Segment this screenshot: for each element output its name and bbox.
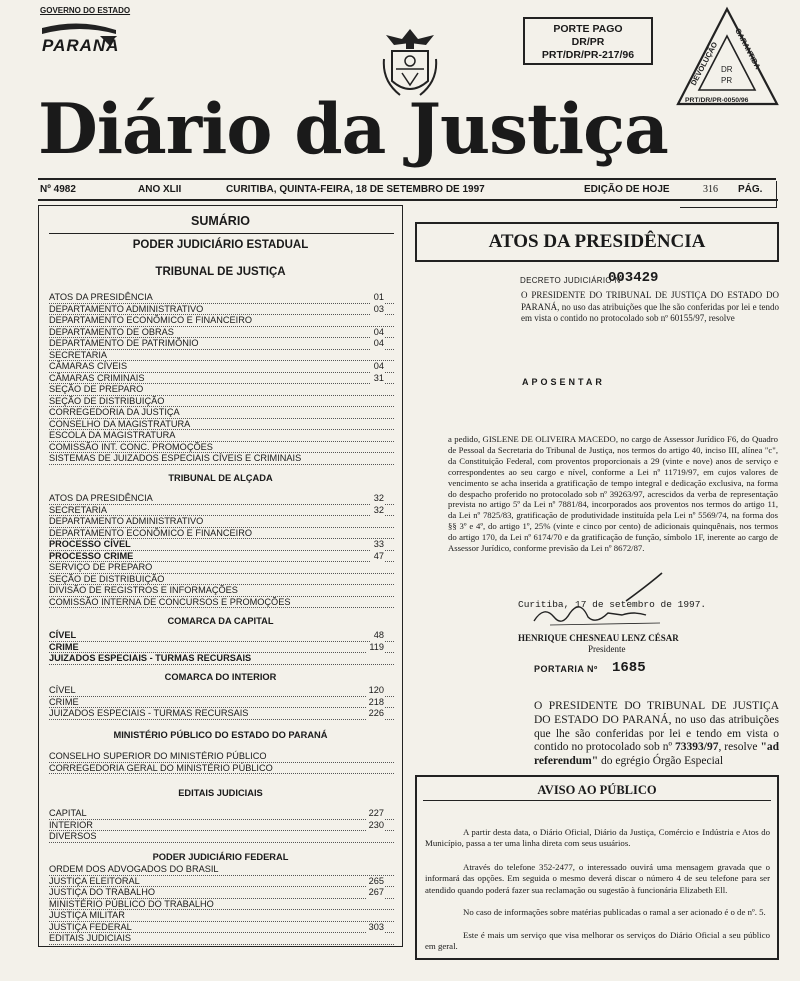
summary-item-label: CÍVEL	[49, 685, 79, 695]
summary-item	[49, 708, 394, 720]
summary-item-page: 226	[366, 708, 384, 720]
section-heading: COMARCA DO INTERIOR	[164, 672, 277, 682]
summary-item-label: JUSTIÇA MILITAR	[49, 910, 128, 920]
issue-number: Nº 4982	[40, 184, 76, 195]
page-corner-box	[680, 181, 777, 208]
summary-item-label: ATOS DA PRESIDÊNCIA	[49, 493, 156, 503]
newspaper-masthead: Diário da Justiça	[38, 89, 668, 170]
signature-place-date: Curitiba, 17 de setembro de 1997.	[518, 599, 707, 610]
summary-panel	[38, 205, 403, 947]
summary-item	[49, 396, 394, 408]
triangle-bottom-text: PRT/DR/PR-0050/96	[685, 97, 749, 104]
summary-item-label: CONSELHO SUPERIOR DO MINISTÉRIO PÚBLICO	[49, 751, 269, 761]
summary-item	[49, 419, 394, 431]
summary-item-label: CRIME	[49, 697, 82, 707]
summary-item	[49, 493, 394, 505]
summary-item-page: 230	[366, 820, 384, 832]
summary-item	[49, 453, 394, 465]
decreto-paragraph: O PRESIDENTE DO TRIBUNAL DE JUSTIÇA DO ESTADO DO PARANÁ, no uso das atribuições que lhe são conferidas por lei e tendo em vista o contido no protocolado sob nº 60155/97, resolve	[521, 290, 779, 323]
summary-item-label: DIVERSOS	[49, 831, 99, 841]
summary-item-label: SEÇÃO DE PREPARO	[49, 384, 146, 394]
summary-item-label: CRIME	[49, 642, 82, 652]
summary-item	[49, 407, 394, 419]
triangle-center-1: DR	[721, 65, 733, 74]
parana-logo-text: PARANÁ	[42, 36, 120, 55]
aposentar-heading: APOSENTAR	[522, 377, 605, 387]
triangle-center-2: PR	[721, 76, 733, 85]
summary-item-label: DEPARTAMENTO DE PATRIMÔNIO	[49, 338, 202, 348]
porte-pago-line-1: PORTE PAGO	[553, 23, 623, 35]
section-heading: TRIBUNAL DE JUSTIÇA	[155, 266, 286, 278]
summary-item-label: CORREGEDORIA DA JUSTIÇA	[49, 407, 183, 417]
aviso-paragraph: No caso de informações sobre matérias publicadas o ramal a ser acionado é o de nº. 5.	[463, 907, 766, 917]
summary-item-label: EDITAIS JUDICIAIS	[49, 933, 134, 943]
section-heading: COMARCA DA CAPITAL	[167, 616, 274, 626]
government-label: GOVERNO DO ESTADO	[40, 6, 131, 15]
summary-item	[49, 373, 394, 385]
aviso-publico-panel	[415, 775, 779, 960]
portaria-protocol: 73393/97	[675, 741, 719, 754]
edition-pages: 316	[703, 184, 718, 195]
aviso-paragraph: Este é mais um serviço que visa melhorar os serviços do Diário Oficial a seu público em geral.	[425, 930, 770, 952]
summary-list-editais	[49, 808, 394, 843]
summary-item-label: JUSTIÇA FEDERAL	[49, 922, 135, 932]
summary-item-label: JUSTIÇA ELEITORAL	[49, 876, 143, 886]
edition-label: EDIÇÃO DE HOJE	[584, 184, 670, 195]
summary-item	[49, 304, 394, 316]
summary-item-label: CONSELHO DA MAGISTRATURA	[49, 419, 193, 429]
summary-item-label: MINISTÉRIO PÚBLICO DO TRABALHO	[49, 899, 217, 909]
summary-item-label: ATOS DA PRESIDÊNCIA	[49, 292, 156, 302]
summary-item-page: 32	[371, 505, 384, 517]
summary-item-page: 01	[371, 292, 384, 304]
signer-name: HENRIQUE CHESNEAU LENZ CÉSAR	[518, 633, 679, 643]
summary-item-label: DEPARTAMENTO ECONÔMICO E FINANCEIRO	[49, 528, 255, 538]
summary-item	[49, 642, 394, 654]
summary-item-label: SISTEMAS DE JUIZADOS ESPECIAIS CÍVEIS E CRIMINAIS	[49, 453, 304, 463]
summary-item-label: SECRETARIA	[49, 350, 110, 360]
summary-item	[49, 697, 394, 709]
summary-item-label: DEPARTAMENTO ADMINISTRATIVO	[49, 516, 206, 526]
summary-item-label: ORDEM DOS ADVOGADOS DO BRASIL	[49, 864, 222, 874]
summary-item	[49, 384, 394, 396]
summary-item-label: PROCESSO CÍVEL	[49, 539, 134, 549]
summary-item-label: CAPITAL	[49, 808, 90, 818]
summary-item-label: SECRETARIA	[49, 505, 110, 515]
summary-item	[49, 551, 394, 563]
section-heading: MINISTÉRIO PÚBLICO DO ESTADO DO PARANÁ	[113, 730, 328, 740]
summary-item	[49, 887, 394, 899]
summary-list-comarca-capital	[49, 630, 394, 665]
summary-item-label: ESCOLA DA MAGISTRATURA	[49, 430, 178, 440]
portaria-label: PORTARIA Nº	[534, 664, 598, 674]
summary-item	[49, 585, 394, 597]
summary-item	[49, 505, 394, 517]
summary-item-page: 04	[371, 338, 384, 350]
aviso-paragraph: A partir desta data, o Diário Oficial, Diário da Justiça, Comércio e Indústria e Atos do Município, passa a ter uma linha direta com seus usuários.	[425, 827, 770, 849]
summary-item	[49, 910, 394, 922]
porte-pago-line-3: PRT/DR/PR-217/96	[541, 49, 635, 61]
summary-item-page: 120	[366, 685, 384, 697]
summary-item-label: SERVIÇO DE PREPARO	[49, 562, 155, 572]
summary-item	[49, 574, 394, 586]
porte-pago-stamp	[523, 17, 653, 65]
summary-item	[49, 831, 394, 843]
divider	[423, 800, 771, 801]
signer-title: Presidente	[588, 644, 626, 654]
summary-item-page: 31	[371, 373, 384, 385]
summary-item-label: CÂMARAS CÍVEIS	[49, 361, 130, 371]
decreto-label: DECRETO JUDICIÁRIO Nº	[520, 276, 624, 285]
portaria-ad-referendum: "ad referendum"	[534, 741, 779, 768]
summary-item	[49, 292, 394, 304]
divider	[49, 233, 394, 234]
summary-item-page: 47	[371, 551, 384, 563]
summary-item-page: 33	[371, 539, 384, 551]
issue-date: CURITIBA, QUINTA-FEIRA, 18 DE SETEMBRO DE 1997	[226, 184, 485, 195]
summary-list-ministerio-publico	[49, 751, 394, 774]
decreto-body: a pedido, GISLENE DE OLIVEIRA MACEDO, no cargo de Assessor Jurídico F6, do Quadro de Pessoal da Secretaria do Tribunal de Justiça, nos termos do artigo 40, inciso III, alínea "c", da Constituição Federal, com proventos proporcionais a 29 (vinte e nove) anos de serviço e correspondentes ao seu cargo e nível, conforme a Lei nº 11719/97, em cujos valores de vencimento se acha inserida a gratificação de tempo integral e dedicação exclusiva, na forma do despacho proferido no protocolado sob nº 39263/97, acrescidos da verba de representação prevista no artigo 5º da Lei nº 7881/84, incorporados aos proventos nos termos do artigo 11, da Lei nº 7825/83, gratificação de produtividade instituída pela Lei nº 5569/74, na forma dos §§ 3º e 4º, do artigo 1º, 25% (vinte e cinco por cento) de adicionais quinquênais, nos termos do artigo 170, da Lei nº 6174/70 e da gratificação de função, símbolo 1F, inerente ao cargo de Assessor Jurídico, conforme previsão da Lei nº 8672/87.	[448, 434, 778, 554]
divider	[38, 178, 776, 180]
aviso-title: AVISO AO PÚBLICO	[537, 783, 657, 797]
section-heading: PODER JUDICIÁRIO ESTADUAL	[132, 239, 309, 251]
summary-item	[49, 630, 394, 642]
summary-item-label: CORREGEDORIA GERAL DO MINISTÉRIO PÚBLICO	[49, 763, 276, 773]
section-heading: EDITAIS JUDICIAIS	[178, 788, 263, 798]
summary-item	[49, 338, 394, 350]
summary-item	[49, 653, 394, 665]
summary-item-label: COMISSÃO INTERNA DE CONCURSOS E PROMOÇÕES	[49, 597, 293, 607]
divider	[38, 199, 778, 201]
summary-item-label: SEÇÃO DE DISTRIBUIÇÃO	[49, 574, 167, 584]
summary-item-label: PROCESSO CRIME	[49, 551, 136, 561]
summary-list-tribunal-alcada	[49, 493, 394, 608]
triangle-left-text: DEVOLUÇÃO	[688, 40, 720, 87]
summary-item	[49, 763, 394, 775]
summary-item-page: 04	[371, 361, 384, 373]
summary-item	[49, 899, 394, 911]
portaria-text-part: , resolve	[718, 741, 761, 754]
summary-item	[49, 922, 394, 934]
portaria-text-part: O PRESIDENTE DO TRIBUNAL DE JUSTIÇA DO ESTADO DO PARANÁ, no uso das atribuições que lhe são conferidas por lei e tendo em vista o contido no protocolado sob nº	[534, 700, 779, 754]
summary-item-label: JUSTIÇA DO TRABALHO	[49, 887, 158, 897]
summary-item	[49, 820, 394, 832]
summary-item	[49, 864, 394, 876]
summary-item-page: 32	[371, 493, 384, 505]
summary-title: SUMÁRIO	[190, 214, 251, 228]
summary-item	[49, 528, 394, 540]
summary-item-label: JUIZADOS ESPECIAIS - TURMAS RECURSAIS	[49, 708, 251, 718]
summary-item-label: SEÇÃO DE DISTRIBUIÇÃO	[49, 396, 167, 406]
summary-item-label: DEPARTAMENTO ADMINISTRATIVO	[49, 304, 206, 314]
section-heading: TRIBUNAL DE ALÇADA	[168, 473, 273, 483]
summary-item-label: DEPARTAMENTO ECONÔMICO E FINANCEIRO	[49, 315, 255, 325]
summary-item	[49, 430, 394, 442]
summary-item	[49, 442, 394, 454]
summary-item	[49, 539, 394, 551]
summary-list-comarca-interior	[49, 685, 394, 720]
summary-item-page: 227	[366, 808, 384, 820]
summary-list-poder-federal	[49, 864, 394, 945]
triangle-right-text: GARANTIDA	[733, 26, 763, 71]
aviso-paragraph: Através do telefone 352-2477, o interessado ouvirá uma mensagem gravada que o informará das opções. Em seguida o mesmo deverá discar o número 4 de seu telefone para ser atendido quando poderá fazer sua reclamação ou sugestão à funcionária Elizabeth Ell.	[425, 862, 770, 895]
porte-pago-line-2: DR/PR	[571, 36, 605, 48]
summary-item	[49, 361, 394, 373]
summary-item-label: COMISSÃO INT. CONC. PROMOÇÕES	[49, 442, 216, 452]
summary-item	[49, 933, 394, 945]
decreto-number: 003429	[608, 270, 659, 286]
summary-item-page: 119	[366, 642, 384, 654]
issue-year: ANO XLII	[138, 184, 182, 195]
summary-item-label: JUIZADOS ESPECIAIS - TURMAS RECURSAIS	[49, 653, 254, 663]
summary-item	[49, 876, 394, 888]
portaria-text-part: do egrégio Órgão Especial	[598, 755, 724, 768]
summary-item	[49, 562, 394, 574]
summary-list-tribunal-justica	[49, 292, 394, 465]
atos-presidencia-heading: ATOS DA PRESIDÊNCIA	[415, 222, 779, 262]
summary-item-page: 303	[366, 922, 384, 934]
summary-item-label: CÂMARAS CRIMINAIS	[49, 373, 147, 383]
portaria-number: 1685	[612, 660, 646, 676]
summary-item	[49, 597, 394, 609]
summary-item-label: DEPARTAMENTO DE OBRAS	[49, 327, 177, 337]
summary-item-page: 265	[366, 876, 384, 888]
summary-item	[49, 808, 394, 820]
summary-item-label: DIVISÃO DE REGISTROS E INFORMAÇÕES	[49, 585, 241, 595]
portaria-paragraph	[534, 700, 779, 769]
summary-item-page: 267	[366, 887, 384, 899]
summary-item-page: 04	[371, 327, 384, 339]
summary-item	[49, 315, 394, 327]
summary-item-label: INTERIOR	[49, 820, 96, 830]
summary-item	[49, 350, 394, 362]
summary-item-page: 218	[366, 697, 384, 709]
summary-item	[49, 516, 394, 528]
summary-item-page: 03	[371, 304, 384, 316]
summary-item-page: 48	[371, 630, 384, 642]
section-heading: PODER JUDICIÁRIO FEDERAL	[152, 852, 289, 862]
summary-item	[49, 685, 394, 697]
summary-item	[49, 751, 394, 763]
summary-item	[49, 327, 394, 339]
issue-info-line	[38, 181, 778, 199]
summary-item-label: CÍVEL	[49, 630, 79, 640]
pag-label: PÁG.	[738, 184, 763, 195]
